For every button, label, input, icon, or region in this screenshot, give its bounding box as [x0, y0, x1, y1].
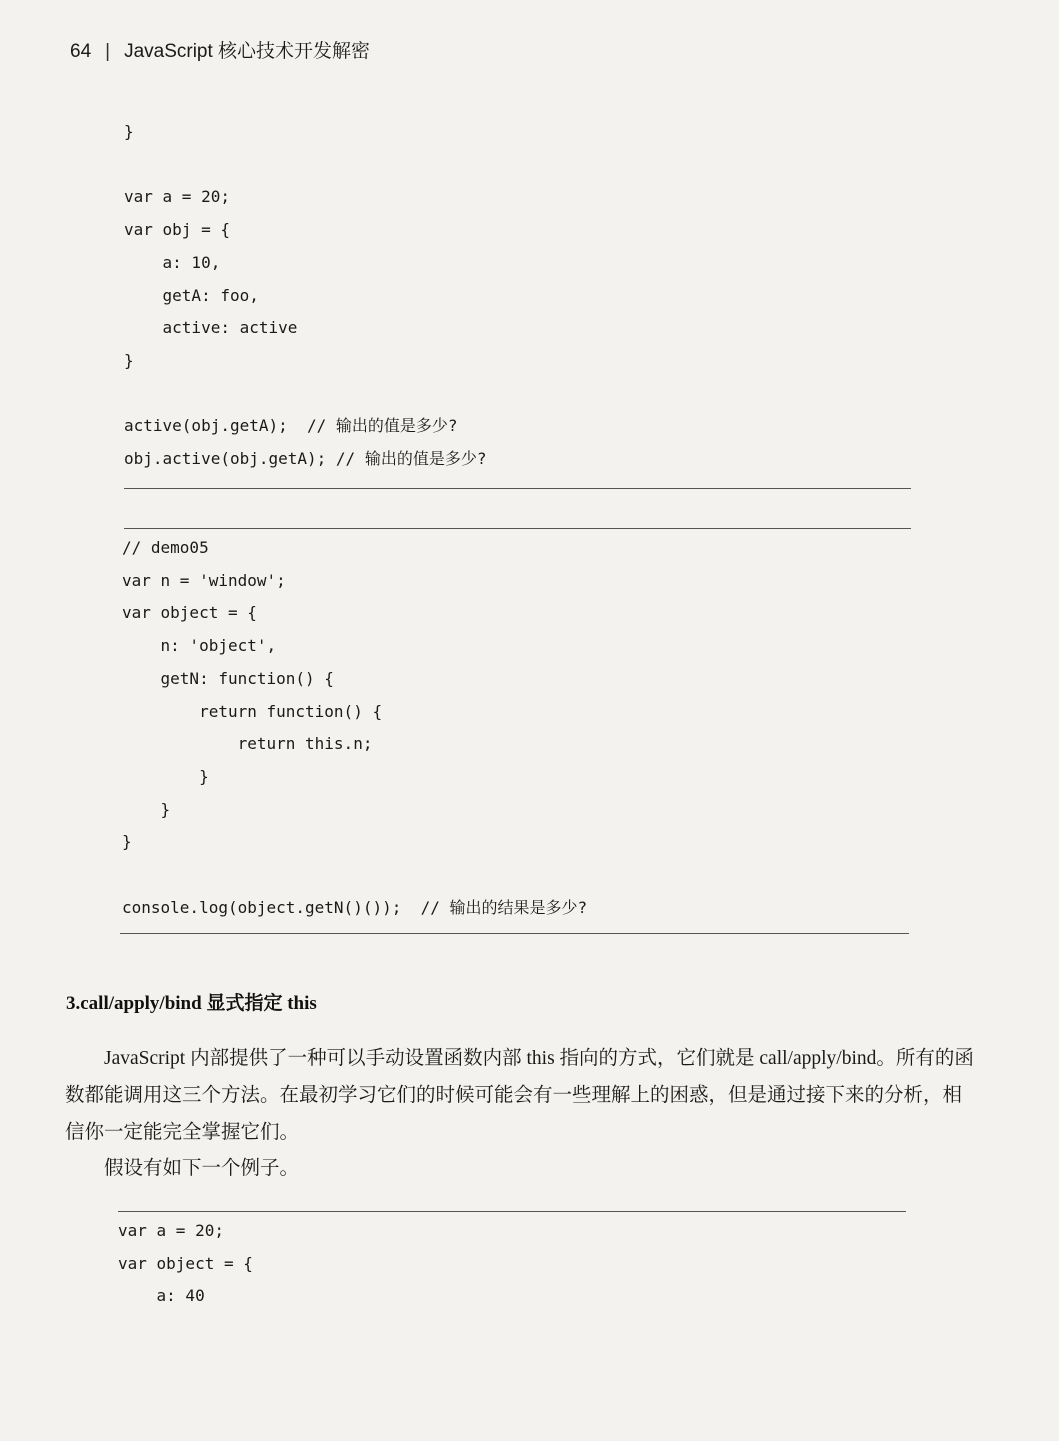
paragraph-2: 假设有如下一个例子。 [104, 1158, 300, 1179]
code-block-2-bottom-rule [120, 933, 909, 934]
page-number: 64 [70, 41, 92, 62]
code-block-1-bottom-rule [124, 488, 911, 489]
book-title: JavaScript 核心技术开发解密 [124, 41, 371, 62]
page-header [70, 36, 370, 63]
code-block-2: // demo05 var n = 'window'; var object = { n: 'object', getN: function() { return function() { return this.n; } } } console.log(object.getN()()); // 输出的结果是多少? [122, 538, 588, 917]
code-block-2-top-rule [124, 528, 911, 529]
section-heading: 3.call/apply/bind 显式指定 this [66, 993, 317, 1014]
code-block-1: } var a = 20; var obj = { a: 10, getA: foo, active: active } active(obj.getA); // 输出的值是多少? obj.active(obj.getA); // 输出的值是多少? [124, 122, 487, 469]
header-separator: | [105, 41, 111, 62]
paragraph-1: JavaScript 内部提供了一种可以手动设置函数内部 this 指向的方式，它们就是 call/apply/bind。所有的函数都能调用这三个方法。在最初学习它们的时候可能会有一些理解上的困惑，但是通过接下来的分析，相信你一定能完全掌握它们。 [65, 1048, 974, 1143]
code-block-3-top-rule [118, 1211, 906, 1212]
code-block-3: var a = 20; var object = { a: 40 [118, 1221, 253, 1306]
